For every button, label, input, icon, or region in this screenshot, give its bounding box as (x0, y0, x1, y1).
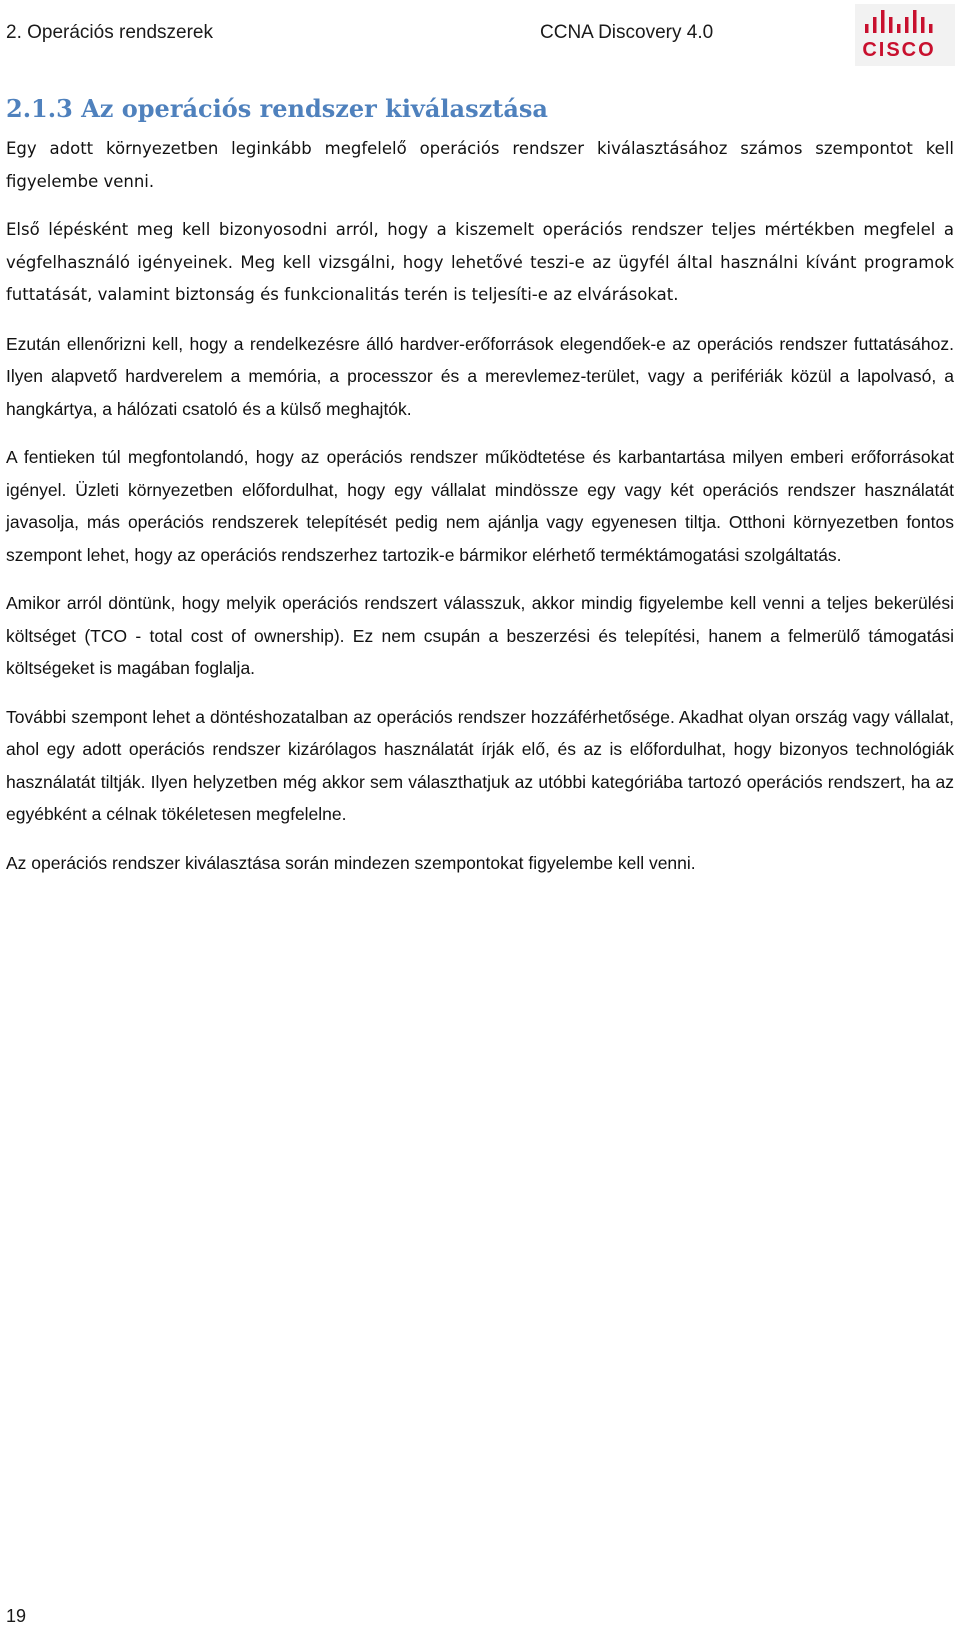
paragraph-tco: Amikor arról döntünk, hogy melyik operációs rendszert válasszuk, akkor mindig figyelembe kell venni a teljes bekerülési költséget (TCO - total cost of ownership). Ez nem csupán a beszerzési és telepítési, hanem a felmerülő támogatási költségeket is magában foglalja. (6, 593, 954, 678)
cisco-logo (855, 4, 955, 66)
chapter-title: 2. Operációs rendszerek (6, 22, 213, 43)
paragraph-availability: További szempont lehet a döntéshozatalban az operációs rendszer hozzáférhetősége. Akadhat olyan ország vagy vállalat, ahol egy adott operációs rendszer kizárólagos használatát írják elő, és az is előfordulhat, hogy bizonyos technológiák használatát tiltják. Ilyen helyzetben még akkor sem választhatjuk az utóbbi kategóriába tartozó operációs rendszert, ha az egyébként a célnak tökéletesen megfelelne. (6, 706, 954, 824)
paragraph-requirements: Első lépésként meg kell bizonyosodni arról, hogy a kiszemelt operációs rendszer teljes mértékben megfelel a végfelhasználó igényeinek. Meg kell vizsgálni, hogy lehetővé teszi-e az ügyfél által használni kívánt programok futtatását, valamint biztonság és funkcionalitás terén is teljesíti-e az elvárásokat. (6, 220, 954, 304)
paragraph-human-resources: A fentieken túl megfontolandó, hogy az operációs rendszer működtetése és karbantartása milyen emberi erőforrásokat igényel. Üzleti környezetben előfordulhat, hogy egy vállalat mindössze egy vagy két operációs rendszer használatát javasolja, más operációs rendszerek telepítését pedig nem ajánlja vagy egyenesen tiltja. Otthoni környezetben fontos szempont lehet, hogy az operációs rendszerhez tartozik-e bármikor elérhető terméktámogatási szolgáltatás. (6, 447, 954, 565)
paragraph-conclusion: Az operációs rendszer kiválasztása során mindezen szempontokat figyelembe kell venni. (6, 852, 696, 873)
page-header (0, 0, 960, 70)
course-title: CCNA Discovery 4.0 (540, 22, 714, 43)
cisco-logo-bars (855, 4, 955, 66)
paragraph-hardware: Ezután ellenőrizni kell, hogy a rendelkezésre álló hardver-erőforrások elegendőek-e az operációs rendszer futtatásához. Ilyen alapvető hardverelem a memória, a processzor és a merevlemez-terület, vagy a perifériák közül a lapolvasó, a hangkártya, a hálózati csatoló és a külső meghajtók. (6, 333, 954, 419)
cisco-logo-text: CISCO (862, 39, 936, 61)
page-number: 19 (6, 1606, 27, 1626)
article-body (6, 133, 954, 895)
paragraph-intro: Egy adott környezetben leginkább megfelelő operációs rendszer kiválasztásához számos szempontot kell figyelembe venni. (6, 139, 954, 191)
section-title: 2.1.3 Az operációs rendszer kiválasztása (6, 94, 548, 123)
